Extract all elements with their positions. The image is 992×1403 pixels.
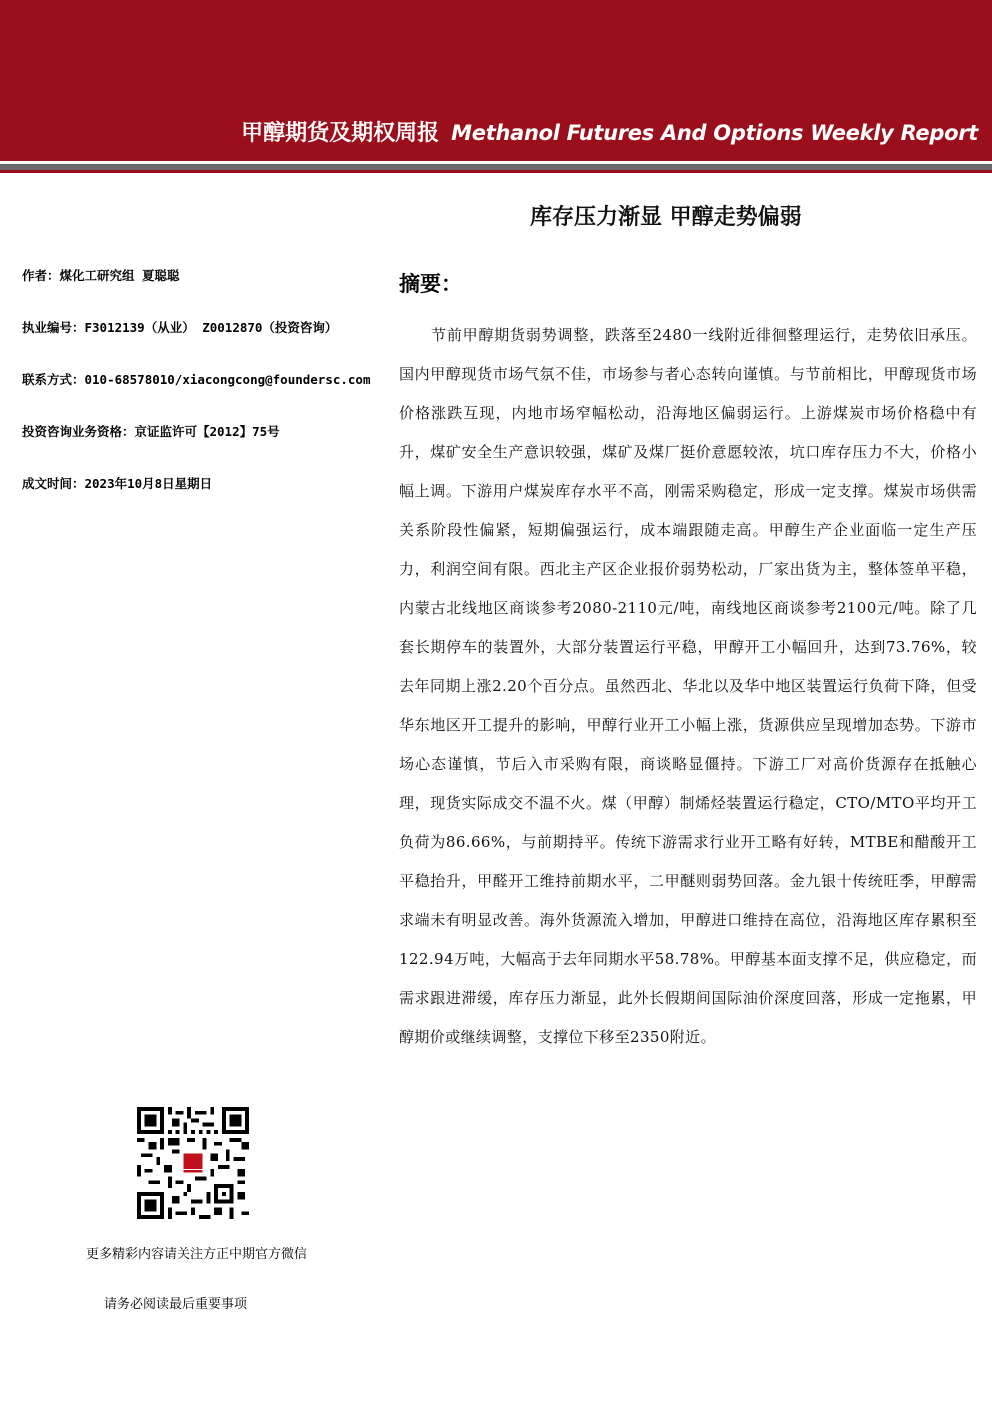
disclaimer-notice: 请务必阅读最后重要事项	[104, 1297, 248, 1312]
meta-contact: 联系方式：010-68578010/xiacongcong@foundersc.com	[22, 372, 371, 387]
meta-author: 作者：煤化工研究组 夏聪聪	[22, 268, 180, 283]
header-banner	[0, 0, 992, 161]
report-meta	[22, 266, 392, 526]
report-title: 库存压力渐显 甲醇走势偏弱	[530, 205, 802, 230]
abstract-heading: 摘要：	[399, 272, 462, 296]
report-series-title	[241, 116, 978, 147]
qr-caption: 更多精彩内容请关注方正中期官方微信	[86, 1247, 308, 1262]
series-title-cn: 甲醇期货及期权周报	[241, 121, 440, 146]
header-divider-accent	[0, 170, 992, 173]
meta-date: 成文时间：2023年10月8日星期日	[22, 476, 213, 491]
meta-license: 执业编号：F3012139（从业） Z0012870（投资咨询）	[22, 320, 338, 335]
abstract-body: 节前甲醇期货弱势调整，跌落至2480一线附近徘徊整理运行，走势依旧承压。国内甲醇现货市场气氛不佳，市场参与者心态转向谨慎。与节前相比，甲醇现货市场价格涨跌互现，内地市场窄幅松动，沿海地区偏弱运行。上游煤炭市场价格稳中有升，煤矿安全生产意识较强，煤矿及煤厂挺价意愿较浓，坑口库存压力不大，价格小幅上调。下游用户煤炭库存水平不高，刚需采购稳定，形成一定支撑。煤炭市场供需关系阶段性偏紧，短期偏强运行，成本端跟随走高。甲醇生产企业面临一定生产压力，利润空间有限。西北主产区企业报价弱势松动，厂家出货为主，整体签单平稳，内蒙古北线地区商谈参考2080-2110元/吨，南线地区商谈参考2100元/吨。除了几套长期停车的装置外，大部分装置运行平稳，甲醇开工小幅回升，达到73.76%，较去年同期上涨2.20个百分点。虽然西北、华北以及华中地区装置运行负荷下降，但受华东地区开工提升的影响，甲醇行业开工小幅上涨，货源供应呈现增加态势。下游市场心态谨慎，节后入市采购有限，商谈略显僵持。下游工厂对高价货源存在抵触心理，现货实际成交不温不火。煤（甲醇）制烯烃装置运行稳定，CTO/MTO平均开工负荷为86.66%，与前期持平。传统下游需求行业开工略有好转，MTBE和醋酸开工平稳抬升，甲醛开工维持前期水平，二甲醚则弱势回落。金九银十传统旺季，甲醇需求端未有明显改善。海外货源流入增加，甲醇进口维持在高位，沿海地区库存累积至122.94万吨，大幅高于去年同期水平58.78%。甲醇基本面支撑不足，供应稳定，而需求跟进滞缓，库存压力渐显，此外长假期间国际油价深度回落，形成一定拖累，甲醇期价或继续调整，支撑位下移至2350附近。	[399, 326, 977, 1046]
wechat-qr-code	[137, 1107, 249, 1219]
series-title-en: Methanol Futures And Options Weekly Report	[451, 121, 978, 145]
meta-qualification: 投资咨询业务资格：京证监许可【2012】75号	[22, 424, 280, 439]
